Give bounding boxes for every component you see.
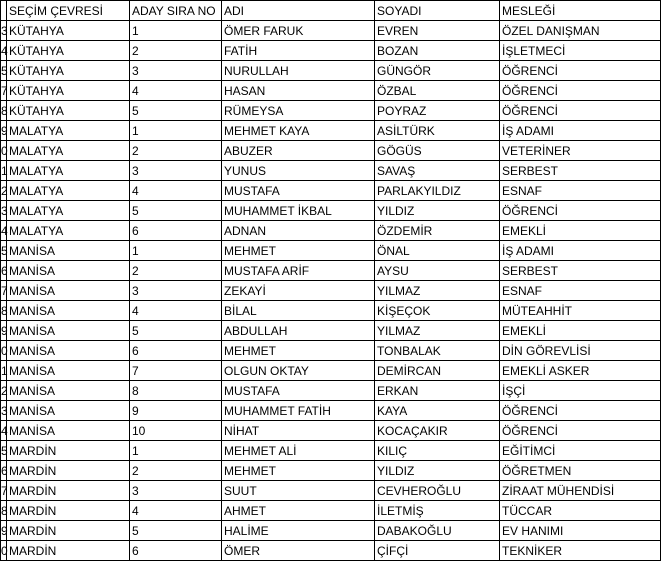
cell-soyadi[interactable]: YILMAZ (375, 281, 500, 301)
row-number-cell[interactable] (1, 401, 7, 421)
table-row (1, 501, 661, 521)
cell-adi[interactable]: NURULLAH (222, 61, 375, 81)
row-number-cell[interactable] (1, 221, 7, 241)
row-number-cell[interactable] (1, 81, 7, 101)
cell-aday-sira-no[interactable]: 2 (130, 461, 222, 481)
cell-secim-cevresi[interactable]: MARDİN (7, 461, 130, 481)
row-number-cell[interactable] (1, 501, 7, 521)
row-number-label: 8 (1, 303, 8, 318)
cell-adi[interactable]: MEHMET (222, 461, 375, 481)
cell-soyadi[interactable]: DABAKOĞLU (375, 521, 500, 541)
cell-secim-cevresi[interactable]: KÜTAHYA (7, 101, 130, 121)
cell-meslegi[interactable]: ÖĞRENCİ (500, 81, 661, 101)
cell-meslegi[interactable]: İŞLETMECİ (500, 41, 661, 61)
cell-adi[interactable]: MEHMET (222, 341, 375, 361)
cell-aday-sira-no[interactable]: 6 (130, 341, 222, 361)
cell-aday-sira-no[interactable]: 10 (130, 421, 222, 441)
row-number-label: 5 (1, 243, 8, 258)
cell-meslegi[interactable]: MÜTEAHHİT (500, 301, 661, 321)
cell-adi[interactable]: MEHMET KAYA (222, 121, 375, 141)
cell-adi[interactable]: MUHAMMET İKBAL (222, 201, 375, 221)
row-number-cell[interactable] (1, 341, 7, 361)
cell-secim-cevresi[interactable]: MALATYA (7, 201, 130, 221)
cell-adi[interactable]: MEHMET ALİ (222, 441, 375, 461)
cell-soyadi[interactable]: KİŞEÇOK (375, 301, 500, 321)
row-number-label: 3 (1, 403, 8, 418)
cell-meslegi[interactable]: SERBEST (500, 261, 661, 281)
cell-adi[interactable]: MUHAMMET FATİH (222, 401, 375, 421)
cell-meslegi[interactable]: İŞ ADAMI (500, 121, 661, 141)
cell-meslegi[interactable]: İŞÇİ (500, 381, 661, 401)
row-number-cell[interactable] (1, 61, 7, 81)
cell-secim-cevresi[interactable]: MANİSA (7, 401, 130, 421)
cell-aday-sira-no[interactable]: 9 (130, 401, 222, 421)
row-number-label: 8 (1, 503, 8, 518)
cell-meslegi[interactable]: ZİRAAT MÜHENDİSİ (500, 481, 661, 501)
cell-aday-sira-no[interactable]: 5 (130, 521, 222, 541)
cell-soyadi[interactable]: YILDIZ (375, 201, 500, 221)
header-secim-cevresi[interactable]: SEÇİM ÇEVRESİ (7, 1, 130, 21)
cell-meslegi[interactable]: SERBEST (500, 161, 661, 181)
cell-meslegi[interactable]: ÖĞRENCİ (500, 61, 661, 81)
cell-secim-cevresi[interactable]: MANİSA (7, 261, 130, 281)
table-row (1, 41, 661, 61)
cell-soyadi[interactable]: YILMAZ (375, 321, 500, 341)
table-row (1, 381, 661, 401)
cell-meslegi[interactable]: ESNAF (500, 281, 661, 301)
cell-aday-sira-no[interactable]: 3 (130, 61, 222, 81)
row-number-label: 0 (1, 543, 8, 558)
table-row (1, 441, 661, 461)
cell-aday-sira-no[interactable]: 5 (130, 201, 222, 221)
cell-soyadi[interactable]: PARLAKYILDIZ (375, 181, 500, 201)
table-row (1, 81, 661, 101)
cell-secim-cevresi[interactable]: MARDİN (7, 441, 130, 461)
table-row (1, 541, 661, 561)
row-number-cell[interactable] (1, 321, 7, 341)
cell-soyadi[interactable]: ÖZBAL (375, 81, 500, 101)
cell-meslegi[interactable]: EV HANIMI (500, 521, 661, 541)
cell-soyadi[interactable]: ÖZDEMİR (375, 221, 500, 241)
table-row (1, 61, 661, 81)
cell-meslegi[interactable]: ÖZEL DANIŞMAN (500, 21, 661, 41)
row-number-cell[interactable] (1, 201, 7, 221)
cell-secim-cevresi[interactable]: MARDİN (7, 501, 130, 521)
cell-adi[interactable]: ZEKAYİ (222, 281, 375, 301)
cell-secim-cevresi[interactable]: MANİSA (7, 421, 130, 441)
cell-adi[interactable]: OLGUN OKTAY (222, 361, 375, 381)
cell-aday-sira-no[interactable]: 6 (130, 221, 222, 241)
table-row (1, 321, 661, 341)
cell-aday-sira-no[interactable]: 1 (130, 21, 222, 41)
cell-adi[interactable]: YUNUS (222, 161, 375, 181)
table-row (1, 341, 661, 361)
cell-soyadi[interactable]: ERKAN (375, 381, 500, 401)
row-number-cell[interactable] (1, 301, 7, 321)
cell-meslegi[interactable]: ÖĞRENCİ (500, 401, 661, 421)
row-number-cell[interactable] (1, 161, 7, 181)
row-number-label: 7 (1, 83, 8, 98)
cell-soyadi[interactable]: CEVHEROĞLU (375, 481, 500, 501)
table-row (1, 221, 661, 241)
cell-aday-sira-no[interactable]: 4 (130, 501, 222, 521)
table-body (1, 21, 661, 561)
cell-adi[interactable]: RÜMEYSA (222, 101, 375, 121)
row-number-cell[interactable] (1, 441, 7, 461)
cell-secim-cevresi[interactable]: MANİSA (7, 281, 130, 301)
cell-meslegi[interactable]: İŞ ADAMI (500, 241, 661, 261)
row-number-label: 9 (1, 123, 8, 138)
row-number-cell[interactable] (1, 261, 7, 281)
cell-soyadi[interactable]: AYSU (375, 261, 500, 281)
cell-secim-cevresi[interactable]: MARDİN (7, 481, 130, 501)
cell-adi[interactable]: ADNAN (222, 221, 375, 241)
cell-adi[interactable]: ABUZER (222, 141, 375, 161)
table-row (1, 421, 661, 441)
row-number-cell[interactable] (1, 521, 7, 541)
cell-aday-sira-no[interactable]: 5 (130, 321, 222, 341)
cell-soyadi[interactable]: KILIÇ (375, 441, 500, 461)
cell-meslegi[interactable]: EMEKLİ (500, 321, 661, 341)
table-row (1, 121, 661, 141)
cell-meslegi[interactable]: EMEKLİ ASKER (500, 361, 661, 381)
row-number-label: 4 (1, 423, 8, 438)
header-aday-sira-no[interactable]: ADAY SIRA NO (130, 1, 222, 21)
cell-soyadi[interactable]: ÖNAL (375, 241, 500, 261)
cell-secim-cevresi[interactable]: MANİSA (7, 321, 130, 341)
cell-adi[interactable]: BİLAL (222, 301, 375, 321)
row-number-label: 1 (1, 363, 8, 378)
cell-meslegi[interactable]: TEKNİKER (500, 541, 661, 561)
table-row (1, 521, 661, 541)
cell-meslegi[interactable]: ÖĞRENCİ (500, 421, 661, 441)
cell-secim-cevresi[interactable]: KÜTAHYA (7, 41, 130, 61)
cell-secim-cevresi[interactable]: MANİSA (7, 241, 130, 261)
table-row (1, 241, 661, 261)
cell-adi[interactable]: HALİME (222, 521, 375, 541)
cell-aday-sira-no[interactable]: 4 (130, 301, 222, 321)
cell-secim-cevresi[interactable]: MANİSA (7, 381, 130, 401)
cell-secim-cevresi[interactable]: KÜTAHYA (7, 81, 130, 101)
cell-adi[interactable]: MEHMET (222, 241, 375, 261)
cell-meslegi[interactable]: ÖĞRENCİ (500, 201, 661, 221)
row-number-label: 6 (1, 463, 8, 478)
table-row (1, 181, 661, 201)
table-row (1, 301, 661, 321)
cell-soyadi[interactable]: KAYA (375, 401, 500, 421)
row-number-cell[interactable] (1, 181, 7, 201)
cell-soyadi[interactable]: SAVAŞ (375, 161, 500, 181)
cell-adi[interactable]: ABDULLAH (222, 321, 375, 341)
cell-soyadi[interactable]: KOCAÇAKIR (375, 421, 500, 441)
cell-secim-cevresi[interactable]: KÜTAHYA (7, 21, 130, 41)
row-number-cell[interactable] (1, 41, 7, 61)
row-number-cell[interactable] (1, 101, 7, 121)
cell-secim-cevresi[interactable]: MANİSA (7, 361, 130, 381)
table-row (1, 101, 661, 121)
cell-aday-sira-no[interactable]: 3 (130, 161, 222, 181)
cell-adi[interactable]: MUSTAFA (222, 381, 375, 401)
cell-meslegi[interactable]: ESNAF (500, 181, 661, 201)
cell-aday-sira-no[interactable]: 3 (130, 481, 222, 501)
table-row (1, 481, 661, 501)
cell-aday-sira-no[interactable]: 1 (130, 241, 222, 261)
row-number-label: 0 (1, 343, 8, 358)
table-row (1, 21, 661, 41)
row-number-label: 4 (1, 223, 8, 238)
row-number-cell[interactable] (1, 281, 7, 301)
cell-aday-sira-no[interactable]: 2 (130, 141, 222, 161)
row-number-label: 6 (1, 263, 8, 278)
cell-aday-sira-no[interactable]: 6 (130, 541, 222, 561)
cell-soyadi[interactable]: EVREN (375, 21, 500, 41)
cell-soyadi[interactable]: BOZAN (375, 41, 500, 61)
row-number-label: 3 (1, 203, 8, 218)
cell-secim-cevresi[interactable]: MARDİN (7, 541, 130, 561)
table-row (1, 161, 661, 181)
row-number-label: 3 (1, 23, 8, 38)
row-number-cell[interactable] (1, 541, 7, 561)
header-adi[interactable]: ADI (222, 1, 375, 21)
row-number-cell[interactable] (1, 421, 7, 441)
row-number-label: 9 (1, 323, 8, 338)
cell-secim-cevresi[interactable]: MALATYA (7, 221, 130, 241)
cell-soyadi[interactable]: POYRAZ (375, 101, 500, 121)
row-number-cell[interactable] (1, 361, 7, 381)
row-number-cell[interactable] (1, 481, 7, 501)
header-soyadi[interactable]: SOYADI (375, 1, 500, 21)
table-row (1, 401, 661, 421)
cell-aday-sira-no[interactable]: 7 (130, 361, 222, 381)
cell-meslegi[interactable]: EMEKLİ (500, 221, 661, 241)
cell-secim-cevresi[interactable]: MANİSA (7, 341, 130, 361)
header-row (1, 1, 661, 21)
row-number-cell[interactable] (1, 141, 7, 161)
cell-aday-sira-no[interactable]: 4 (130, 181, 222, 201)
cell-soyadi[interactable]: İLETMİŞ (375, 501, 500, 521)
row-number-label: 5 (1, 443, 8, 458)
cell-soyadi[interactable]: GÖGÜS (375, 141, 500, 161)
row-number-label: 1 (1, 163, 8, 178)
cell-meslegi[interactable]: VETERİNER (500, 141, 661, 161)
cell-meslegi[interactable]: ÖĞRETMEN (500, 461, 661, 481)
cell-adi[interactable]: NİHAT (222, 421, 375, 441)
row-number-label: 4 (1, 43, 8, 58)
cell-meslegi[interactable]: EĞİTİMCİ (500, 441, 661, 461)
row-number-cell[interactable] (1, 241, 7, 261)
cell-adi[interactable]: FATİH (222, 41, 375, 61)
cell-adi[interactable]: MUSTAFA (222, 181, 375, 201)
cell-soyadi[interactable]: ASİLTÜRK (375, 121, 500, 141)
cell-aday-sira-no[interactable]: 4 (130, 81, 222, 101)
row-number-label: 2 (1, 383, 8, 398)
table-row (1, 261, 661, 281)
cell-secim-cevresi[interactable]: MALATYA (7, 181, 130, 201)
table-row (1, 141, 661, 161)
row-number-label: 7 (1, 483, 8, 498)
cell-soyadi[interactable]: DEMİRCAN (375, 361, 500, 381)
table-row (1, 461, 661, 481)
cell-secim-cevresi[interactable]: MALATYA (7, 161, 130, 181)
cell-soyadi[interactable]: TONBALAK (375, 341, 500, 361)
row-number-label: 8 (1, 103, 8, 118)
cell-aday-sira-no[interactable]: 5 (130, 101, 222, 121)
cell-adi[interactable]: AHMET (222, 501, 375, 521)
cell-soyadi[interactable]: GÜNGÖR (375, 61, 500, 81)
row-number-label: 2 (1, 183, 8, 198)
cell-aday-sira-no[interactable]: 3 (130, 281, 222, 301)
row-number-cell[interactable] (1, 121, 7, 141)
cell-secim-cevresi[interactable]: MANİSA (7, 301, 130, 321)
cell-secim-cevresi[interactable]: MARDİN (7, 521, 130, 541)
header-meslegi[interactable]: MESLEĞİ (500, 1, 661, 21)
cell-soyadi[interactable]: ÇİFÇİ (375, 541, 500, 561)
cell-adi[interactable]: SUUT (222, 481, 375, 501)
cell-adi[interactable]: MUSTAFA ARİF (222, 261, 375, 281)
cell-secim-cevresi[interactable]: MALATYA (7, 121, 130, 141)
row-number-cell[interactable] (1, 21, 7, 41)
cell-aday-sira-no[interactable]: 2 (130, 41, 222, 61)
cell-meslegi[interactable]: ÖĞRENCİ (500, 101, 661, 121)
cell-meslegi[interactable]: TÜCCAR (500, 501, 661, 521)
cell-adi[interactable]: ÖMER FARUK (222, 21, 375, 41)
cell-aday-sira-no[interactable]: 2 (130, 261, 222, 281)
row-number-label: 5 (1, 63, 8, 78)
cell-adi[interactable]: HASAN (222, 81, 375, 101)
row-number-label: 0 (1, 143, 8, 158)
row-number-label: 9 (1, 523, 8, 538)
table-row (1, 361, 661, 381)
row-number-cell[interactable] (1, 381, 7, 401)
table-row (1, 281, 661, 301)
cell-soyadi[interactable]: YILDIZ (375, 461, 500, 481)
table-row (1, 201, 661, 221)
cell-meslegi[interactable]: DİN GÖREVLİSİ (500, 341, 661, 361)
cell-secim-cevresi[interactable]: KÜTAHYA (7, 61, 130, 81)
row-number-label: 7 (1, 283, 8, 298)
cell-aday-sira-no[interactable]: 8 (130, 381, 222, 401)
row-number-cell[interactable] (1, 461, 7, 481)
cell-adi[interactable]: ÖMER (222, 541, 375, 561)
cell-aday-sira-no[interactable]: 1 (130, 121, 222, 141)
cell-secim-cevresi[interactable]: MALATYA (7, 141, 130, 161)
cell-aday-sira-no[interactable]: 1 (130, 441, 222, 461)
